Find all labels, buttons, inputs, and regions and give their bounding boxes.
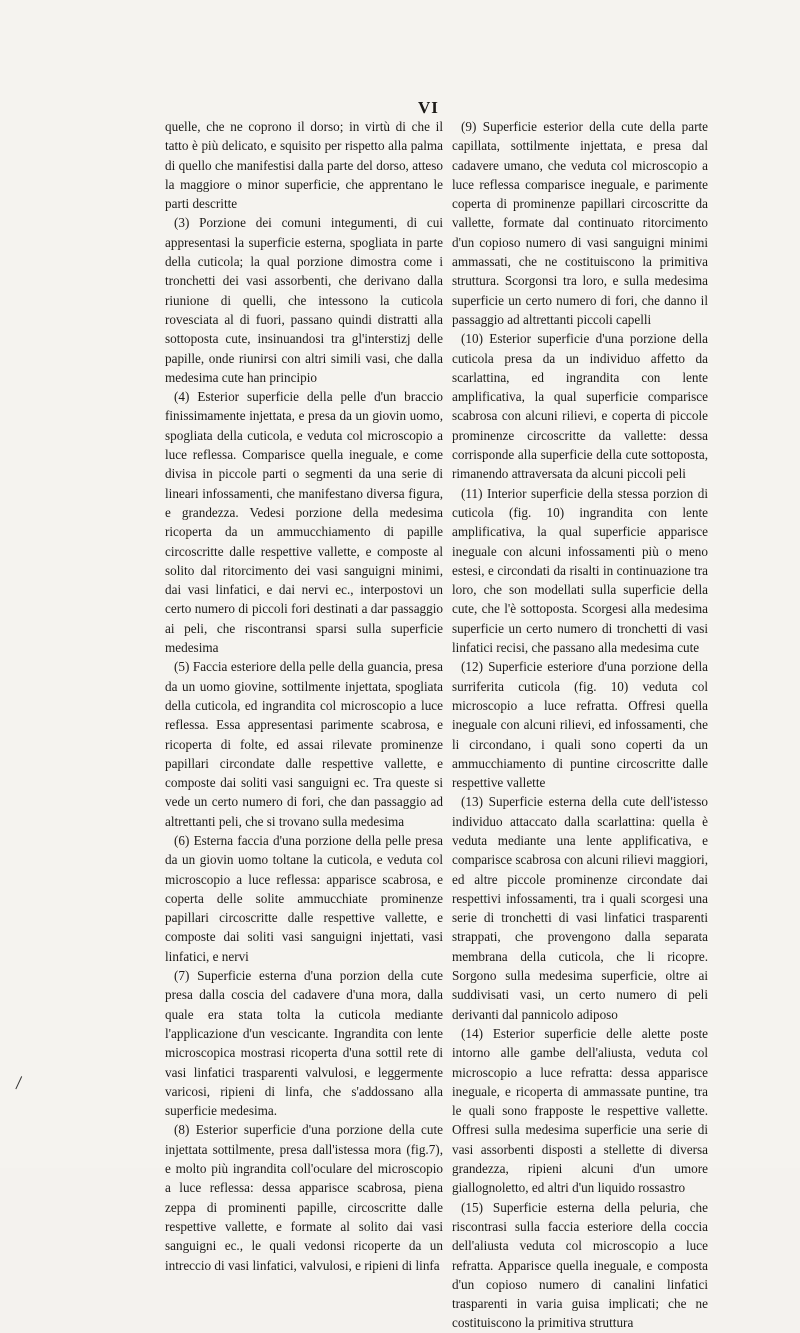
- ink-mark: [15, 1076, 27, 1092]
- paragraph-5: (5) Faccia esteriore della pelle della guancia, presa da un uomo giovine, sottilmente injettata, spogliata della cuticola, ed ingrandita col microscopio a luce reflessa. Essa appresentasi parimente scabrosa, e ricoperta di folte, ed assai rilevate prominenze papillari circondate dalle respettive vallette, e composte dai soliti vasi sanguigni ec. Tra queste si vede un certo numero di fori, che dan passaggio ad altrettanti peli, che si trovano sulla medesima: [165, 659, 443, 829]
- page-number: VI: [418, 98, 439, 117]
- paragraph-11: (11) Interior superficie della stessa porzion di cuticola (fig. 10) ingrandita con lente amplificativa, la qual superficie apparisce ineguale con alcuni infossamenti più o meno estesi, e circondati da risalti in continuazione tra loro, che son modellati sulla superficie della cute, che l'è sottoposta. Scorgesi alla medesima superficie un certo numero di tronchetti di vasi linfatici recisi, che passano alla medesima cute: [452, 485, 708, 656]
- paragraph-14: (14) Esterior superficie delle alette poste intorno alle gambe dell'aliusta, veduta col microscopio a luce refratta: dessa apparisce ineguale, e ricoperta di ammassate puntine, tra le quali sono frapposte le respettive vallette. Offresi sulla medesima superficie una serie di vasi assorbenti disposti a stellette di diversa grandezza, ripieni alcuni d'un umore giallognoletto, ed altri d'un liquido rossastro: [452, 1025, 708, 1196]
- paragraph-15: (15) Superficie esterna della peluria, che riscontrasi sulla faccia esteriore della coccia dell'aliusta veduta col microscopio a luce refratta. Apparisce quella ineguale, e composta d'un copioso numero di canalini linfatici trasparenti in varia guisa implicati; che ne costituiscono la primitiva struttura: [452, 1199, 708, 1331]
- paragraph-6: (6) Esterna faccia d'una porzione della pelle presa da un giovin uomo toltane la cuticola, e veduta col microscopio a luce reflessa: apparisce scabrosa, e coperta delle solite ammucchiate prominenze papillari circoscritte dalle respettive vallette, e composte dai soliti vasi sanguigni injettati, vasi linfatici, e nervi: [165, 832, 443, 964]
- paragraph-7: (7) Superficie esterna d'una porzion della cute presa dalla coscia del cadavere d'una mora, dalla quale era stata tolta la cuticola mediante l'applicazione d'un vescicante. Ingrandita con lente microscopica mostrasi ricoperta d'una sottil rete di vasi linfatici trasparenti valvulosi, e leggermente varicosi, ripieni di linfa, che s'addossano alla superficie medesima.: [165, 968, 443, 1119]
- paragraph-9: (9) Superficie esterior della cute della parte capillata, sottilmente injettata, e presa dal cadavere umano, che veduta col microscopio a luce reflessa comparisce ineguale, e parimente coperta di prominenze papillari circoscritte da vallette, formate dal continuato ritorcimento d'un copioso numero di vasi sanguigni minimi ammassati, che ne costituiscono la primitiva struttura. Scorgonsi tra loro, e sulla medesima superficie un certo numero di fori, che danno il passaggio ad altrettanti piccoli capelli: [452, 119, 708, 327]
- paragraph-3: (3) Porzione dei comuni integumenti, di cui appresentasi la superficie esterna, spogliata in parte della cuticola; la qual porzione dimostra come i tronchetti dei vasi assorbenti, che derivano dalla riunione di quelli, che intessono la cuticola rovesciata al di fuori, passano quindi distratti alla sottoposta cute, insinuandosi tra gl'interstizj delle papille, onde riunirsi con altri simili vasi, che dalla medesima cute han principio: [165, 215, 443, 385]
- paragraph-12: (12) Superficie esteriore d'una porzione della surriferita cuticola (fig. 10) veduta col microscopio a luce refratta. Offresi quella ineguale con alcuni rilievi, ed infossamenti, che li circondano, i quali sono coperti da un ammucchiamento di puntine circoscritte dalle respettive vallette: [452, 659, 708, 791]
- paragraph-8: (8) Esterior superficie d'una porzione della cute injettata sottilmente, presa dall'istessa mora (fig.7), e molto più ingrandita coll'oculare del microscopio a luce reflessa: dessa apparisce scabrosa, piena zeppa di prominenti papille, circoscritte dalle respettive vallette, e formate al solito dai vasi sanguigni ec., le quali vedonsi ricoperte da un intreccio di vasi linfatici, valvulosi, e ripieni di linfa: [165, 1122, 443, 1273]
- paragraph-10: (10) Esterior superficie d'una porzione della cuticola presa da un individuo affetto da scarlattina, ed ingrandita con lente amplificativa, la qual superficie comparisce scabrosa con alcuni rilievi, e coperta di piccole prominenze circoscritte da vallette: dessa corrisponde alla superficie della cute sottoposta, rimanendo attraversata da alcuni piccoli peli: [452, 331, 708, 482]
- left-column: [165, 117, 443, 1275]
- paragraph-continuation: quelle, che ne coprono il dorso; in virtù di che il tatto è più delicato, e squisito per rispetto alla palma di quello che manifestisi dalla parte del dorso, atteso la maggiore o minor superficie, che apprentano le parti descritte: [165, 119, 443, 212]
- right-column: [452, 117, 708, 1333]
- paragraph-13: (13) Superficie esterna della cute dell'istesso individuo attaccato dalla scarlattina: quella è veduta mediante una lente applificativa, e comparisce scabrosa con alcuni rilievi maggiori, ed altre piccole prominenze circondate dai respettivi infossamenti, tra i quali scorgesi una serie di tronchetti di vasi linfatici trasparenti strappati, che provengono dalla separata membrana della cuticola, che li ricopre. Sorgono sulla medesima superficie, oltre ai suddivisati vasi, un certo numero di peli derivanti dal pannicolo adiposo: [452, 794, 708, 1022]
- paragraph-4: (4) Esterior superficie della pelle d'un braccio finissimamente injettata, e presa da un giovin uomo, spogliata della cuticola, e veduta col microscopio a luce reflessa. Comparisce quella ineguale, e come divisa in piccole parti o segmenti da una serie di lineari infossamenti, che manifestano diversa figura, e grandezza. Vedesi porzione della medesima ricoperta da un ammucchiamento di papille circoscritte dalle respettive vallette, e composte al solito dal ritorcimento dei vasi sanguigni minimi, dai vasi linfatici, e dai nervi ec., interpostovi un certo numero di piccoli fori destinati a dar passaggio ai peli, che riscontransi sparsi sulla superficie medesima: [165, 389, 443, 656]
